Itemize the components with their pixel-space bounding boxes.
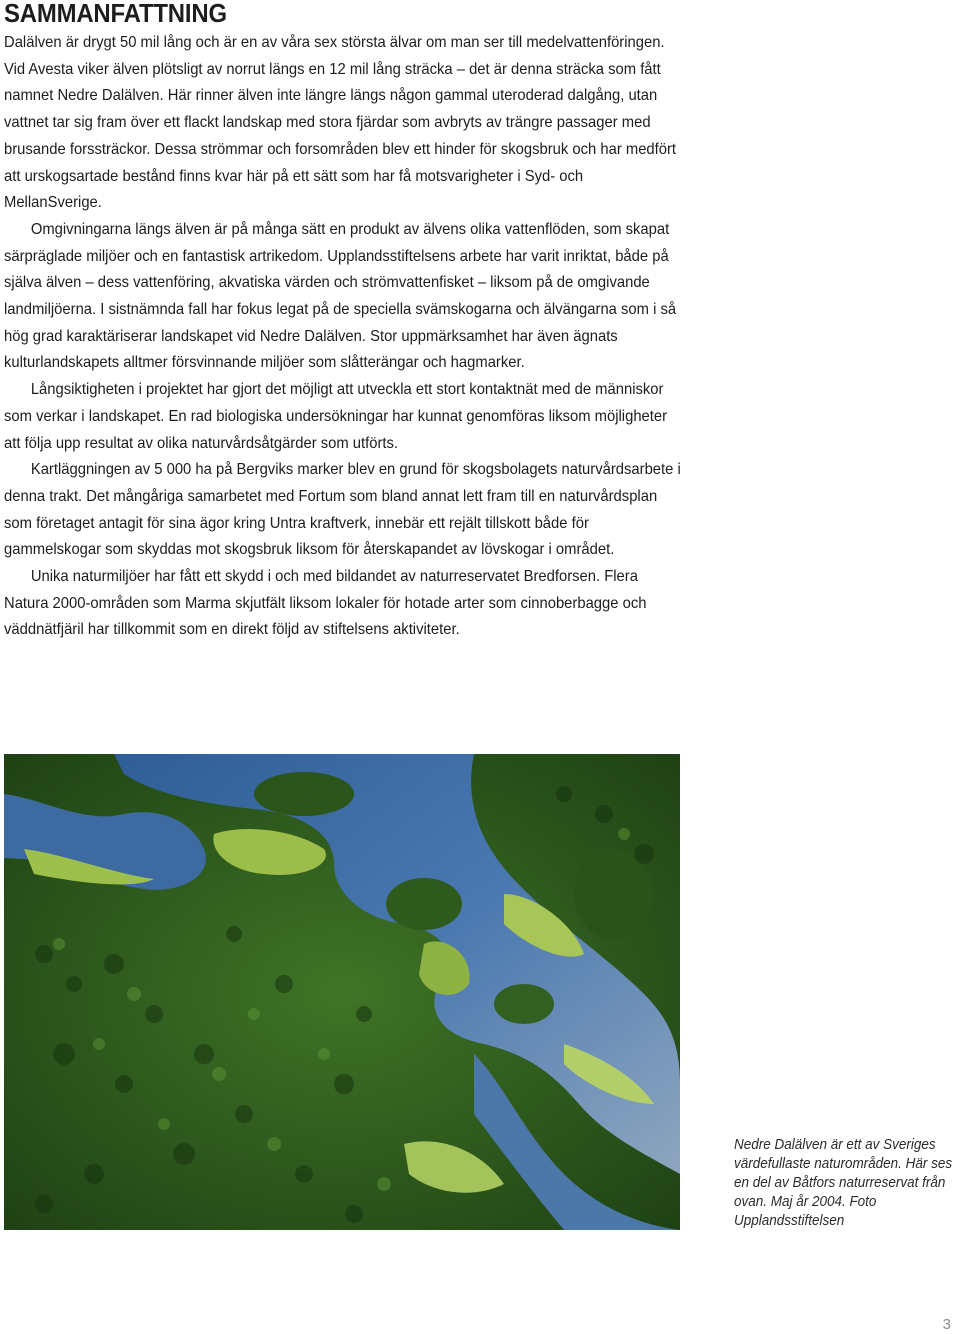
paragraph-2: Omgivningarna längs älven är på många sätt en produkt av älvens olika vattenflöden, som skapat särpräglade miljöer och en fantastisk artrikedom. Upplandsstiftelsens arbete har varit inriktat, både på själva älven – dess vattenföring, akvatiska värden och strömvattenfisket – liksom på de omgivande landmiljöerna. I sistnämnda fall har fokus legat på de speciella svämskogarna och älvängarna som i så hög grad karaktäriserar landskapet vid Nedre Dalälven. Stor uppmärksamhet har även ägnats kulturlandskapets alltmer försvinnande miljöer som slåtterängar och hagmarker. <box>4 220 677 372</box>
photo-caption: Nedre Dalälven är ett av Sveriges värdefullaste naturområden. Här ses en del av Båtfors naturreservat från ovan. Maj år 2004. Foto Upplandsstiftelsen <box>734 1137 953 1229</box>
paragraph-3: Långsiktigheten i projektet har gjort det möjligt att utveckla ett stort kontaktnät med de människor som verkar i landskapet. En rad biologiska undersökningar har kunnat genomföras liksom möjligheter att följa upp resultat av olika naturvårdsåtgärder som utförts. <box>4 381 668 452</box>
page-title: SAMMANFATTNING <box>4 0 227 28</box>
paragraph-4: Kartläggningen av 5 000 ha på Bergviks marker blev en grund för skogsbolagets naturvårdsarbete i denna trakt. Det mångåriga samarbetet med Fortum som bland annat lett fram till en naturvårdsplan som företaget antagit för sina ägor kring Untra kraftverk, innebär ett rejält tillskott både för gammelskogar som skyddas mot skogsbruk liksom för återskapandet av lövskogar i området. <box>4 461 681 559</box>
paragraph-1: Dalälven är drygt 50 mil lång och är en av våra sex största älvar om man ser till medelvattenföringen. Vid Avesta viker älven plötsligt av norrut längs en 12 mil lång sträcka – det är denna sträcka som fått namnet Nedre Dalälven. Här rinner älven inte längre längs någon gammal uteroderad dalgång, utan vattnet tar sig fram över ett flackt landskap med stora fjärdar som avbryts av trängre passager med brusande forssträckor. Dessa strömmar och forsområden blev ett hinder för skogsbruk och har medfört att urskogsartade bestånd finns kvar här på ett sätt som har få motsvarigheter i Syd- och MellanSverige. <box>4 34 677 212</box>
paragraph-5: Unika naturmiljöer har fått ett skydd i och med bildandet av naturreservatet Bredforsen. Flera Natura 2000-områden som Marma skjutfält liksom lokaler för hotade arter som cinnoberbagge och väddnätfjäril har tillkommit som en direkt följd av stiftelsens aktiviteter. <box>4 568 647 639</box>
aerial-river-photo <box>4 754 680 1230</box>
forest-island <box>386 878 462 930</box>
body-text <box>4 30 685 644</box>
forest-island <box>254 772 354 816</box>
forest-island <box>494 984 554 1024</box>
page-number: 3 <box>942 1316 951 1333</box>
